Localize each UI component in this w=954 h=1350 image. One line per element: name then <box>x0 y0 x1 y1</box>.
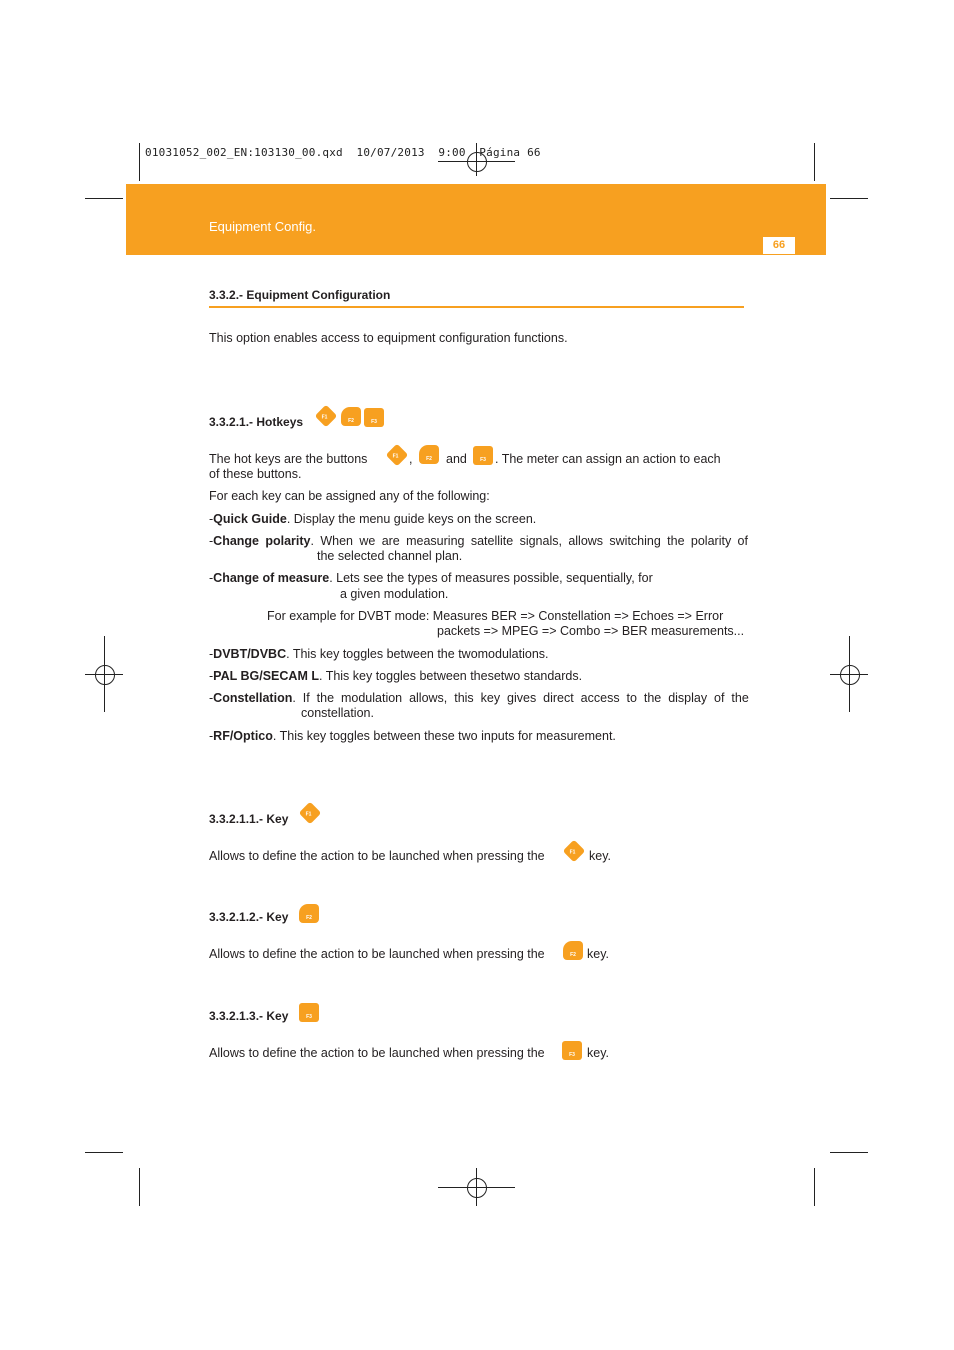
print-slug: 01031052_002_EN:103130_00.qxd 10/07/2013 9:00 Página 66 <box>145 146 541 159</box>
key-f2-text-b: key. <box>587 947 609 961</box>
f3-key-icon: F3 <box>473 446 493 465</box>
key-f3-text-a: Allows to define the action to be launched when pressing the <box>209 1046 545 1060</box>
option-quick-guide: -Quick Guide. Display the menu guide keys on the screen. <box>209 512 537 526</box>
option-pal-secam: -PAL BG/SECAM L. This key toggles between thesetwo standards. <box>209 669 583 683</box>
hotkeys-and: and <box>446 452 467 466</box>
f3-key-icon: F3 <box>562 1041 582 1060</box>
hotkeys-text-a: The hot keys are the buttons <box>209 452 368 466</box>
section-heading: 3.3.2.- Equipment Configuration <box>209 288 391 302</box>
hotkeys-heading: 3.3.2.1.- Hotkeys <box>209 415 304 429</box>
f1-key-icon: F1 <box>315 405 338 428</box>
crop-mark <box>85 198 123 199</box>
key-f2-text-a: Allows to define the action to be launched when pressing the <box>209 947 545 961</box>
crop-mark <box>830 198 868 199</box>
key-f1-text-b: key. <box>589 849 611 863</box>
key-f3-heading: 3.3.2.1.3.- Key <box>209 1009 289 1023</box>
hotkeys-text-b: . The meter can assign an action to each <box>495 452 721 466</box>
f2-key-icon: F2 <box>299 904 319 923</box>
f3-key-icon: F3 <box>364 408 384 427</box>
key-f1-text-a: Allows to define the action to be launched when pressing the <box>209 849 545 863</box>
key-f2-heading: 3.3.2.1.2.- Key <box>209 910 289 924</box>
option-rf-optico: -RF/Optico. This key toggles between these two inputs for measurement. <box>209 729 616 743</box>
option-change-polarity: -Change polarity. When we are measuring satellite signals, allows switching the polarity of <box>209 534 748 548</box>
f1-key-icon: F1 <box>386 444 409 467</box>
registration-circle <box>95 665 115 685</box>
option-change-measure: -Change of measure. Lets see the types of measures possible, sequentially, for <box>209 571 653 585</box>
registration-circle <box>467 1178 487 1198</box>
option-dvbt-dvbc: -DVBT/DVBC. This key toggles between the twomodulations. <box>209 647 549 661</box>
assign-text: For each key can be assigned any of the following: <box>209 489 490 503</box>
example-line2: packets => MPEG => Combo => BER measurements... <box>437 624 745 638</box>
section-intro: This option enables access to equipment configuration functions. <box>209 331 568 345</box>
example-line1: For example for DVBT mode: Measures BER => Constellation => Echoes => Error <box>267 609 724 623</box>
f1-key-icon: F1 <box>299 802 322 825</box>
hotkeys-text-line2: of these buttons. <box>209 467 302 481</box>
f2-key-icon: F2 <box>419 445 439 464</box>
crop-mark <box>814 1168 815 1206</box>
f3-key-icon: F3 <box>299 1003 319 1022</box>
crop-mark <box>814 143 815 181</box>
option-constellation: -Constellation. If the modulation allows, this key gives direct access to the display of the <box>209 691 749 705</box>
hotkeys-comma: , <box>409 452 413 466</box>
f2-key-icon: F2 <box>341 407 361 426</box>
f2-key-icon: F2 <box>563 941 583 960</box>
registration-circle <box>840 665 860 685</box>
crop-mark <box>85 1152 123 1153</box>
heading-rule <box>209 306 744 308</box>
key-f3-text-b: key. <box>587 1046 609 1060</box>
option-change-measure-cont: a given modulation. <box>340 587 449 601</box>
crop-mark <box>830 1152 868 1153</box>
option-constellation-cont: constellation. <box>301 706 374 720</box>
key-f1-heading: 3.3.2.1.1.- Key <box>209 812 289 826</box>
page-number: 66 <box>763 237 795 254</box>
f1-key-icon: F1 <box>563 840 586 863</box>
crop-mark <box>139 1168 140 1206</box>
crop-mark <box>139 143 140 181</box>
header-title: Equipment Config. <box>209 219 316 234</box>
option-change-polarity-cont: the selected channel plan. <box>317 549 463 563</box>
